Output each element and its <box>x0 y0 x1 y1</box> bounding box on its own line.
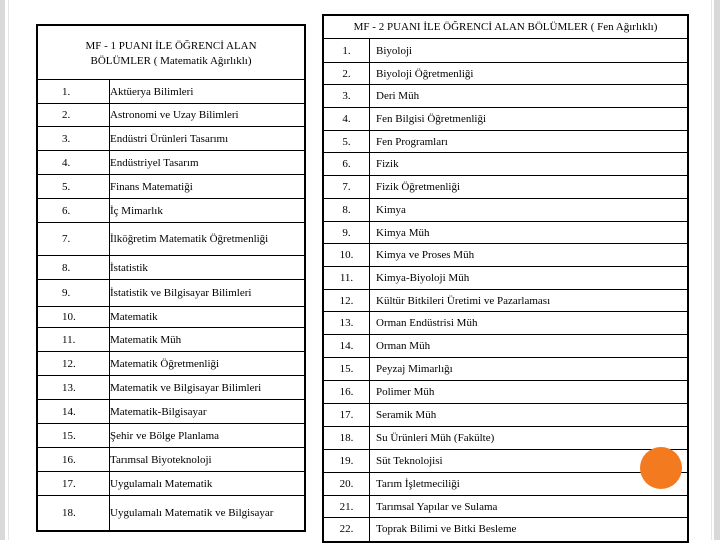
mf1-row-number: 16. <box>37 448 110 472</box>
slide-frame-right-line <box>711 0 712 540</box>
mf2-table-row <box>323 63 688 85</box>
mf2-row-number: 7. <box>323 176 370 199</box>
mf2-department-name: Seramik Müh <box>370 404 689 427</box>
mf1-table-row <box>37 223 305 256</box>
mf2-row-number: 6. <box>323 153 370 176</box>
mf1-row-number: 8. <box>37 256 110 280</box>
mf1-departments-table <box>36 24 306 532</box>
mf1-table-header <box>37 25 305 80</box>
mf2-table-row <box>323 108 688 131</box>
mf1-department-name: Tarımsal Biyoteknoloji <box>110 448 306 472</box>
mf1-department-name: Matematik Müh <box>110 328 306 352</box>
mf1-table-row <box>37 328 305 352</box>
mf1-department-name: Matematik ve Bilgisayar Bilimleri <box>110 376 306 400</box>
mf1-row-number: 9. <box>37 280 110 307</box>
mf2-department-name: Fen Programları <box>370 131 689 153</box>
mf2-department-name: Deri Müh <box>370 85 689 108</box>
mf1-department-name: Endüstriyel Tasarım <box>110 151 306 175</box>
slide-frame-left-line <box>8 0 9 540</box>
mf1-table-row <box>37 80 305 104</box>
mf1-department-name: Astronomi ve Uzay Bilimleri <box>110 104 306 127</box>
mf2-row-number: 11. <box>323 267 370 290</box>
mf1-department-name: Aktüerya Bilimleri <box>110 80 306 104</box>
mf1-department-name: Matematik-Bilgisayar <box>110 400 306 424</box>
orange-circle-decoration <box>640 447 682 489</box>
mf2-departments-table <box>322 14 689 543</box>
mf2-table-row <box>323 85 688 108</box>
mf2-table-row <box>323 358 688 381</box>
mf1-table-row <box>37 496 305 531</box>
mf2-row-number: 21. <box>323 496 370 518</box>
mf2-table-row <box>323 518 688 542</box>
mf1-row-number: 17. <box>37 472 110 496</box>
mf1-department-name: Matematik Öğretmenliği <box>110 352 306 376</box>
mf2-row-number: 22. <box>323 518 370 542</box>
mf1-row-number: 13. <box>37 376 110 400</box>
mf2-row-number: 12. <box>323 290 370 312</box>
mf2-department-name: Biyoloji Öğretmenliği <box>370 63 689 85</box>
slide-frame-right <box>714 0 720 540</box>
mf2-department-name: Kimya Müh <box>370 222 689 244</box>
mf1-table-row <box>37 472 305 496</box>
mf2-table-row <box>323 473 688 496</box>
mf2-department-name: Kültür Bitkileri Üretimi ve Pazarlaması <box>370 290 689 312</box>
mf1-table-row <box>37 280 305 307</box>
mf1-table-title: MF - 1 PUANI İLE ÖĞRENCİ ALAN BÖLÜMLER ( Matematik Ağırlıklı) <box>85 39 257 67</box>
mf1-table-row <box>37 256 305 280</box>
mf2-department-name: Toprak Bilimi ve Bitki Besleme <box>370 518 689 542</box>
mf2-table-row <box>323 427 688 450</box>
mf2-table-row <box>323 404 688 427</box>
mf2-department-name: Peyzaj Mimarlığı <box>370 358 689 381</box>
mf1-table-row <box>37 104 305 127</box>
mf1-table-header-row <box>37 25 305 80</box>
mf1-department-name: Şehir ve Bölge Planlama <box>110 424 306 448</box>
mf2-table-header-row <box>323 15 688 39</box>
mf1-row-number: 3. <box>37 127 110 151</box>
mf2-row-number: 2. <box>323 63 370 85</box>
mf2-department-name: Polimer Müh <box>370 381 689 404</box>
mf2-table-row <box>323 39 688 63</box>
mf1-table-row <box>37 199 305 223</box>
mf2-table-row <box>323 335 688 358</box>
mf2-table-row <box>323 222 688 244</box>
mf2-department-name: Fizik <box>370 153 689 176</box>
mf1-department-name: İlköğretim Matematik Öğretmenliği <box>110 223 306 256</box>
mf2-row-number: 9. <box>323 222 370 244</box>
mf2-row-number: 3. <box>323 85 370 108</box>
mf1-row-number: 5. <box>37 175 110 199</box>
mf2-department-name: Kimya <box>370 199 689 222</box>
mf2-department-name: Su Ürünleri Müh (Fakülte) <box>370 427 689 450</box>
mf2-department-name: Tarımsal Yapılar ve Sulama <box>370 496 689 518</box>
mf1-row-number: 2. <box>37 104 110 127</box>
mf1-table-row <box>37 307 305 328</box>
mf2-row-number: 20. <box>323 473 370 496</box>
mf1-row-number: 4. <box>37 151 110 175</box>
mf2-department-name: Orman Müh <box>370 335 689 358</box>
mf1-department-name: Matematik <box>110 307 306 328</box>
mf1-department-name: Endüstri Ürünleri Tasarımı <box>110 127 306 151</box>
mf1-table-row <box>37 424 305 448</box>
mf2-row-number: 18. <box>323 427 370 450</box>
mf2-department-name: Fizik Öğretmenliği <box>370 176 689 199</box>
mf1-department-name: Finans Matematiği <box>110 175 306 199</box>
mf2-department-name: Biyoloji <box>370 39 689 63</box>
mf2-table-row <box>323 312 688 335</box>
mf2-table-row <box>323 153 688 176</box>
mf2-table-header <box>323 15 688 39</box>
mf2-table-row <box>323 176 688 199</box>
mf1-row-number: 6. <box>37 199 110 223</box>
mf1-row-number: 18. <box>37 496 110 531</box>
mf2-row-number: 8. <box>323 199 370 222</box>
mf2-row-number: 17. <box>323 404 370 427</box>
mf1-table-row <box>37 400 305 424</box>
mf1-row-number: 1. <box>37 80 110 104</box>
mf2-row-number: 1. <box>323 39 370 63</box>
mf2-table-row <box>323 290 688 312</box>
slide-frame-left <box>0 0 5 540</box>
mf2-row-number: 15. <box>323 358 370 381</box>
mf1-department-name: İstatistik ve Bilgisayar Bilimleri <box>110 280 306 307</box>
mf2-row-number: 13. <box>323 312 370 335</box>
mf1-table-row <box>37 352 305 376</box>
mf2-table-row <box>323 267 688 290</box>
mf2-row-number: 14. <box>323 335 370 358</box>
mf1-row-number: 11. <box>37 328 110 352</box>
mf2-table-row <box>323 131 688 153</box>
mf2-row-number: 16. <box>323 381 370 404</box>
mf1-row-number: 10. <box>37 307 110 328</box>
mf2-table-row <box>323 496 688 518</box>
mf1-table-row <box>37 376 305 400</box>
mf1-table-row <box>37 175 305 199</box>
mf2-department-name: Fen Bilgisi Öğretmenliği <box>370 108 689 131</box>
mf1-row-number: 12. <box>37 352 110 376</box>
mf1-row-number: 14. <box>37 400 110 424</box>
mf2-row-number: 19. <box>323 450 370 473</box>
mf2-department-name: Kimya-Biyoloji Müh <box>370 267 689 290</box>
mf2-department-name: Tarım İşletmeciliği <box>370 473 689 496</box>
mf2-row-number: 10. <box>323 244 370 267</box>
mf2-table-title: MF - 2 PUANI İLE ÖĞRENCİ ALAN BÖLÜMLER ( Fen Ağırlıklı) <box>353 21 658 33</box>
mf2-table-row <box>323 450 688 473</box>
mf2-table-row <box>323 199 688 222</box>
mf2-row-number: 5. <box>323 131 370 153</box>
mf2-row-number: 4. <box>323 108 370 131</box>
mf2-table-row <box>323 381 688 404</box>
mf1-row-number: 7. <box>37 223 110 256</box>
mf1-department-name: İç Mimarlık <box>110 199 306 223</box>
mf1-table-row <box>37 127 305 151</box>
mf1-department-name: Uygulamalı Matematik ve Bilgisayar <box>110 496 306 531</box>
mf2-department-name: Orman Endüstrisi Müh <box>370 312 689 335</box>
mf1-department-name: İstatistik <box>110 256 306 280</box>
mf1-row-number: 15. <box>37 424 110 448</box>
mf2-table-row <box>323 244 688 267</box>
mf1-table-row <box>37 448 305 472</box>
mf1-table-row <box>37 151 305 175</box>
mf1-department-name: Uygulamalı Matematik <box>110 472 306 496</box>
mf2-department-name: Süt Teknolojisi <box>370 450 689 473</box>
mf2-department-name: Kimya ve Proses Müh <box>370 244 689 267</box>
